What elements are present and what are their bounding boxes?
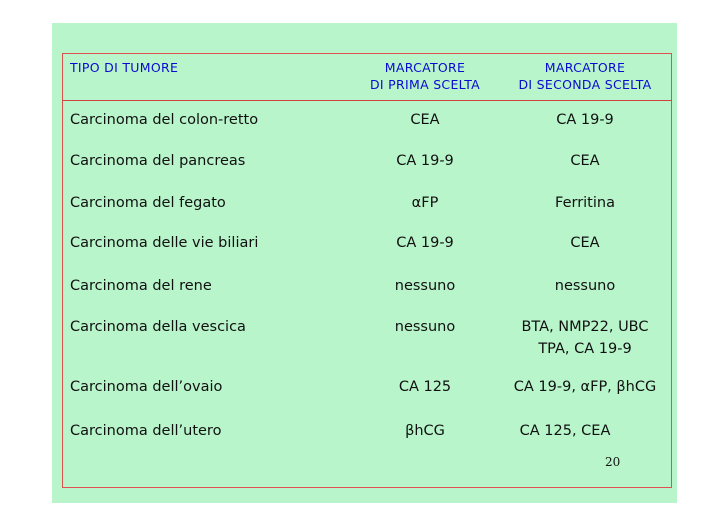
row-second-marker: CA 125, CEA [519, 423, 611, 439]
row-tumor: Carcinoma dell’utero [70, 423, 222, 439]
row-second-marker: CEA [570, 235, 600, 251]
row-tumor: Carcinoma della vescica [70, 319, 246, 335]
row-first-marker: CEA [410, 112, 440, 128]
row-tumor: Carcinoma dell’ovaio [70, 379, 223, 395]
row-second-marker: CA 19-9, αFP, βhCG [513, 379, 657, 395]
header-first-choice-line1: MARCATORE [384, 60, 466, 75]
row-first-marker: βhCG [405, 423, 445, 439]
row-tumor: Carcinoma del rene [70, 278, 212, 294]
row-second-marker: CA 19-9 [556, 112, 614, 128]
row-second-marker: BTA, NMP22, UBC [521, 319, 649, 335]
row-tumor: Carcinoma del fegato [70, 195, 226, 211]
header-first-choice-line2: DI PRIMA SCELTA [369, 77, 481, 92]
row-tumor: Carcinoma del colon-retto [70, 112, 259, 128]
header-second-choice-line2: DI SECONDA SCELTA [518, 77, 652, 92]
row-first-marker: nessuno [394, 278, 456, 294]
header-tumor-type: TIPO DI TUMORE [70, 60, 179, 75]
row-tumor: Carcinoma del pancreas [70, 153, 246, 169]
row-first-marker: αFP [411, 195, 439, 211]
page-number: 20 [605, 455, 621, 469]
row-first-marker: nessuno [394, 319, 456, 335]
row-first-marker: CA 125 [398, 379, 452, 395]
header-divider [62, 100, 672, 101]
row-first-marker: CA 19-9 [396, 153, 454, 169]
row-second-marker: nessuno [554, 278, 616, 294]
header-second-choice-line1: MARCATORE [544, 60, 626, 75]
row-second-marker-line2: TPA, CA 19-9 [538, 341, 632, 357]
row-tumor: Carcinoma delle vie biliari [70, 235, 259, 251]
row-second-marker: Ferritina [555, 195, 615, 211]
row-second-marker: CEA [570, 153, 600, 169]
row-first-marker: CA 19-9 [396, 235, 454, 251]
